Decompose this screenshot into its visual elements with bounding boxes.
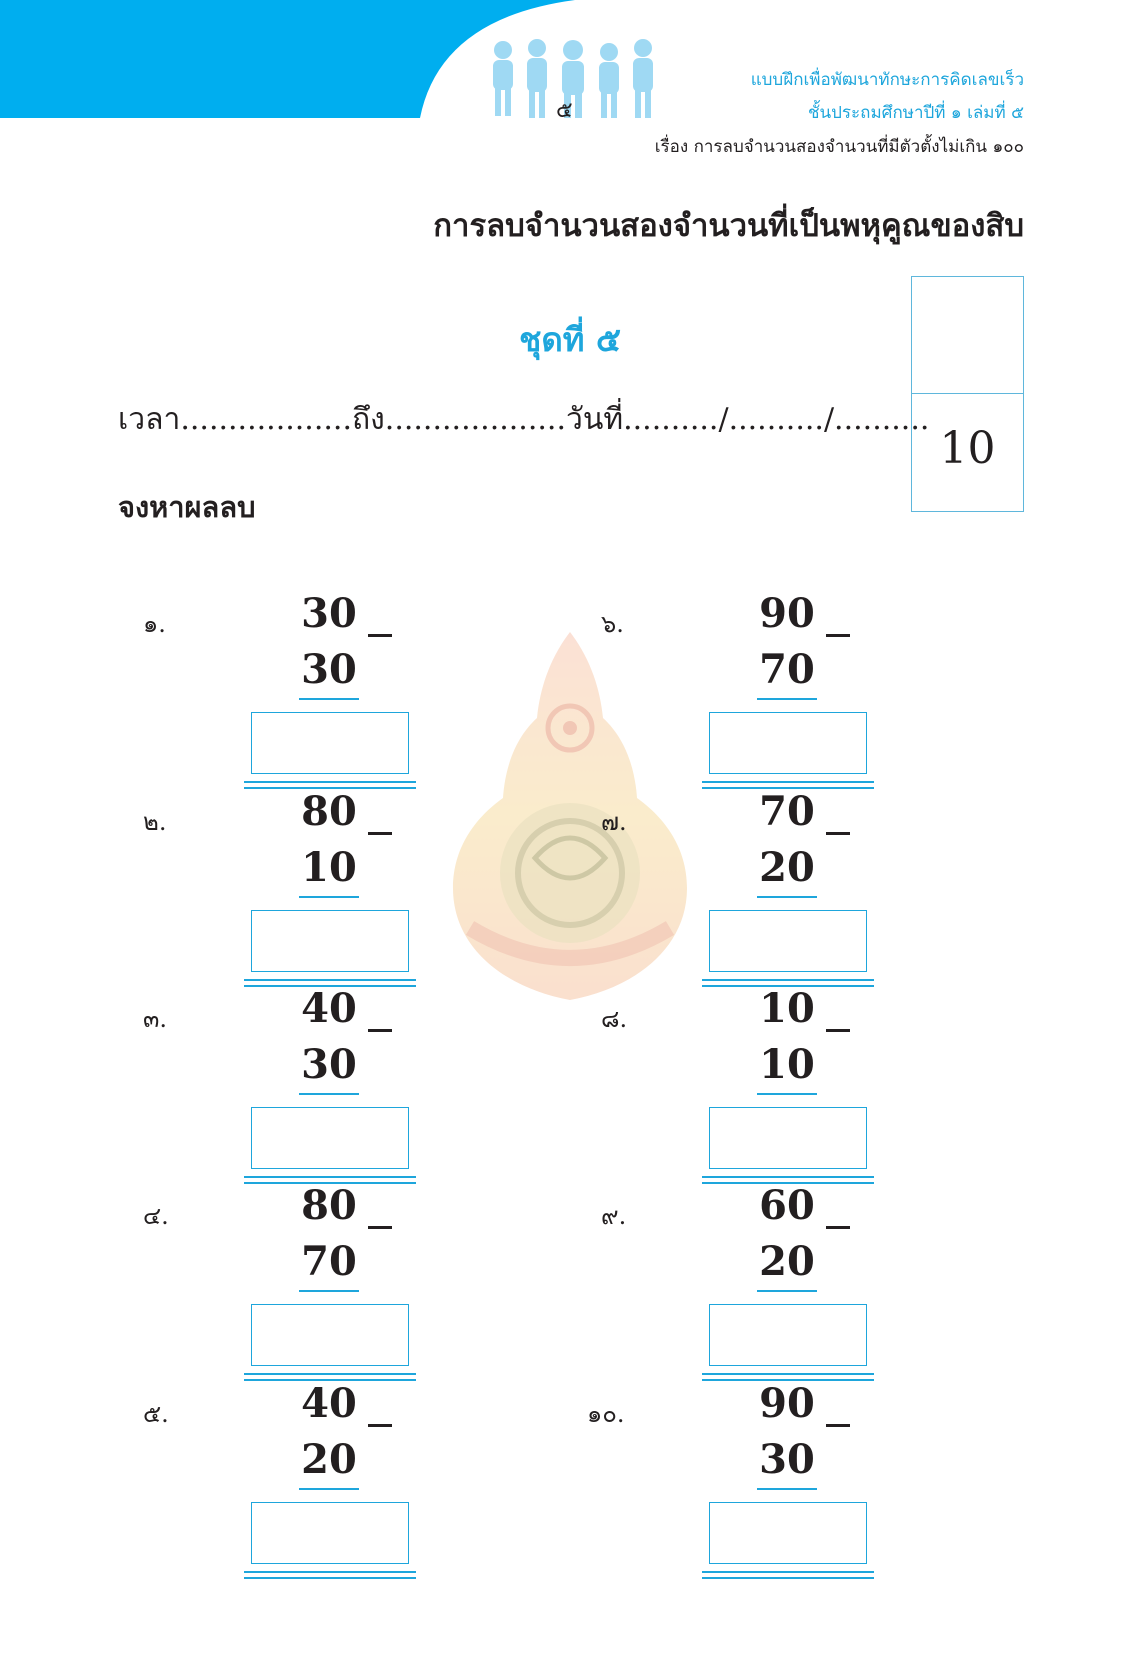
minuend: 80 [301, 788, 357, 835]
minus-sign-icon [826, 1029, 850, 1032]
series-title: แบบฝึกเพื่อพัฒนาทักษะการคิดเลขเร็ว [750, 70, 1024, 90]
double-line-bottom [702, 1577, 874, 1579]
minuend: 40 [301, 1380, 357, 1427]
minus-sign-icon [368, 832, 392, 835]
grade-volume: ชั้นประถมศึกษาปีที่ ๑ เล่มที่ ๕ [807, 103, 1024, 123]
subtrahend: 30 [759, 1436, 815, 1483]
minuend: 90 [759, 1380, 815, 1427]
subtrahend: 20 [759, 844, 815, 891]
double-line-top [244, 979, 416, 981]
page-title: การลบจำนวนสองจำนวนที่เป็นพหุคูณของสิบ [433, 208, 1024, 244]
subtrahend-underline [757, 896, 817, 898]
subtrahend: 10 [301, 844, 357, 891]
problem-number: ๑. [143, 610, 166, 638]
problem-number: ๗. [601, 808, 627, 836]
double-line-bottom [244, 1577, 416, 1579]
answer-box[interactable] [251, 1502, 409, 1564]
double-line-top [244, 1176, 416, 1178]
problem-number: ๙. [601, 1202, 627, 1230]
minus-sign-icon [368, 1424, 392, 1427]
minus-sign-icon [368, 1226, 392, 1229]
page-number: ๕ [556, 98, 573, 123]
minuend: 70 [759, 788, 815, 835]
problem-1 [143, 590, 523, 780]
subtrahend: 70 [759, 646, 815, 693]
problem-2 [143, 788, 523, 978]
subtrahend-underline [299, 1488, 359, 1490]
minus-sign-icon [826, 1226, 850, 1229]
answer-box[interactable] [709, 712, 867, 774]
time-date-line: เวลา..................ถึง...................วันที่........../........../.......... [118, 402, 930, 437]
minuend: 90 [759, 590, 815, 637]
double-line-top [702, 1176, 874, 1178]
problem-6 [601, 590, 981, 780]
double-line-top [702, 979, 874, 981]
score-total: 10 [939, 423, 996, 474]
subtrahend: 10 [759, 1041, 815, 1088]
answer-box[interactable] [709, 1502, 867, 1564]
double-line-top [244, 1373, 416, 1375]
minus-sign-icon [368, 634, 392, 637]
problem-number: ๔. [143, 1202, 169, 1230]
problem-number: ๘. [601, 1005, 628, 1033]
problem-number: ๕. [143, 1400, 169, 1428]
minuend: 40 [301, 985, 357, 1032]
subtrahend-underline [299, 896, 359, 898]
subtrahend-underline [757, 698, 817, 700]
minuend: 60 [759, 1182, 815, 1229]
double-line-top [702, 781, 874, 783]
double-line-top [702, 1373, 874, 1375]
subtrahend: 20 [301, 1436, 357, 1483]
score-box [911, 276, 1024, 512]
minuend: 30 [301, 590, 357, 637]
double-line-top [244, 781, 416, 783]
problem-number: ๑๐. [587, 1400, 625, 1428]
minus-sign-icon [826, 1424, 850, 1427]
minuend: 10 [759, 985, 815, 1032]
answer-box[interactable] [251, 712, 409, 774]
problem-9 [601, 1182, 981, 1372]
problem-5 [143, 1380, 523, 1570]
subtrahend-underline [757, 1488, 817, 1490]
minus-sign-icon [368, 1029, 392, 1032]
minuend: 80 [301, 1182, 357, 1229]
answer-box[interactable] [709, 1107, 867, 1169]
problem-7 [601, 788, 981, 978]
problem-4 [143, 1182, 523, 1372]
subtrahend-underline [299, 1290, 359, 1292]
subtrahend-underline [299, 698, 359, 700]
minus-sign-icon [826, 832, 850, 835]
problem-number: ๖. [601, 610, 624, 638]
double-line-top [702, 1571, 874, 1573]
answer-box[interactable] [709, 910, 867, 972]
answer-box[interactable] [251, 910, 409, 972]
subtrahend-underline [299, 1093, 359, 1095]
problem-8 [601, 985, 981, 1175]
subtrahend-underline [757, 1093, 817, 1095]
double-line-top [244, 1571, 416, 1573]
answer-box[interactable] [709, 1304, 867, 1366]
children-illustration-icon [485, 38, 665, 120]
topic-line: เรื่อง การลบจำนวนสองจำนวนที่มีตัวตั้งไม่เกิน ๑๐๐ [654, 137, 1024, 157]
score-divider [912, 393, 1023, 394]
answer-box[interactable] [251, 1304, 409, 1366]
instruction: จงหาผลลบ [118, 490, 256, 524]
problem-10 [587, 1380, 967, 1570]
subtrahend: 30 [301, 1041, 357, 1088]
set-title: ชุดที่ ๕ [518, 320, 622, 359]
answer-box[interactable] [251, 1107, 409, 1169]
subtrahend: 30 [301, 646, 357, 693]
problem-3 [143, 985, 523, 1175]
subtrahend-underline [757, 1290, 817, 1292]
subtrahend: 70 [301, 1238, 357, 1285]
minus-sign-icon [826, 634, 850, 637]
problem-number: ๒. [143, 808, 167, 836]
subtrahend: 20 [759, 1238, 815, 1285]
problem-number: ๓. [143, 1005, 168, 1033]
